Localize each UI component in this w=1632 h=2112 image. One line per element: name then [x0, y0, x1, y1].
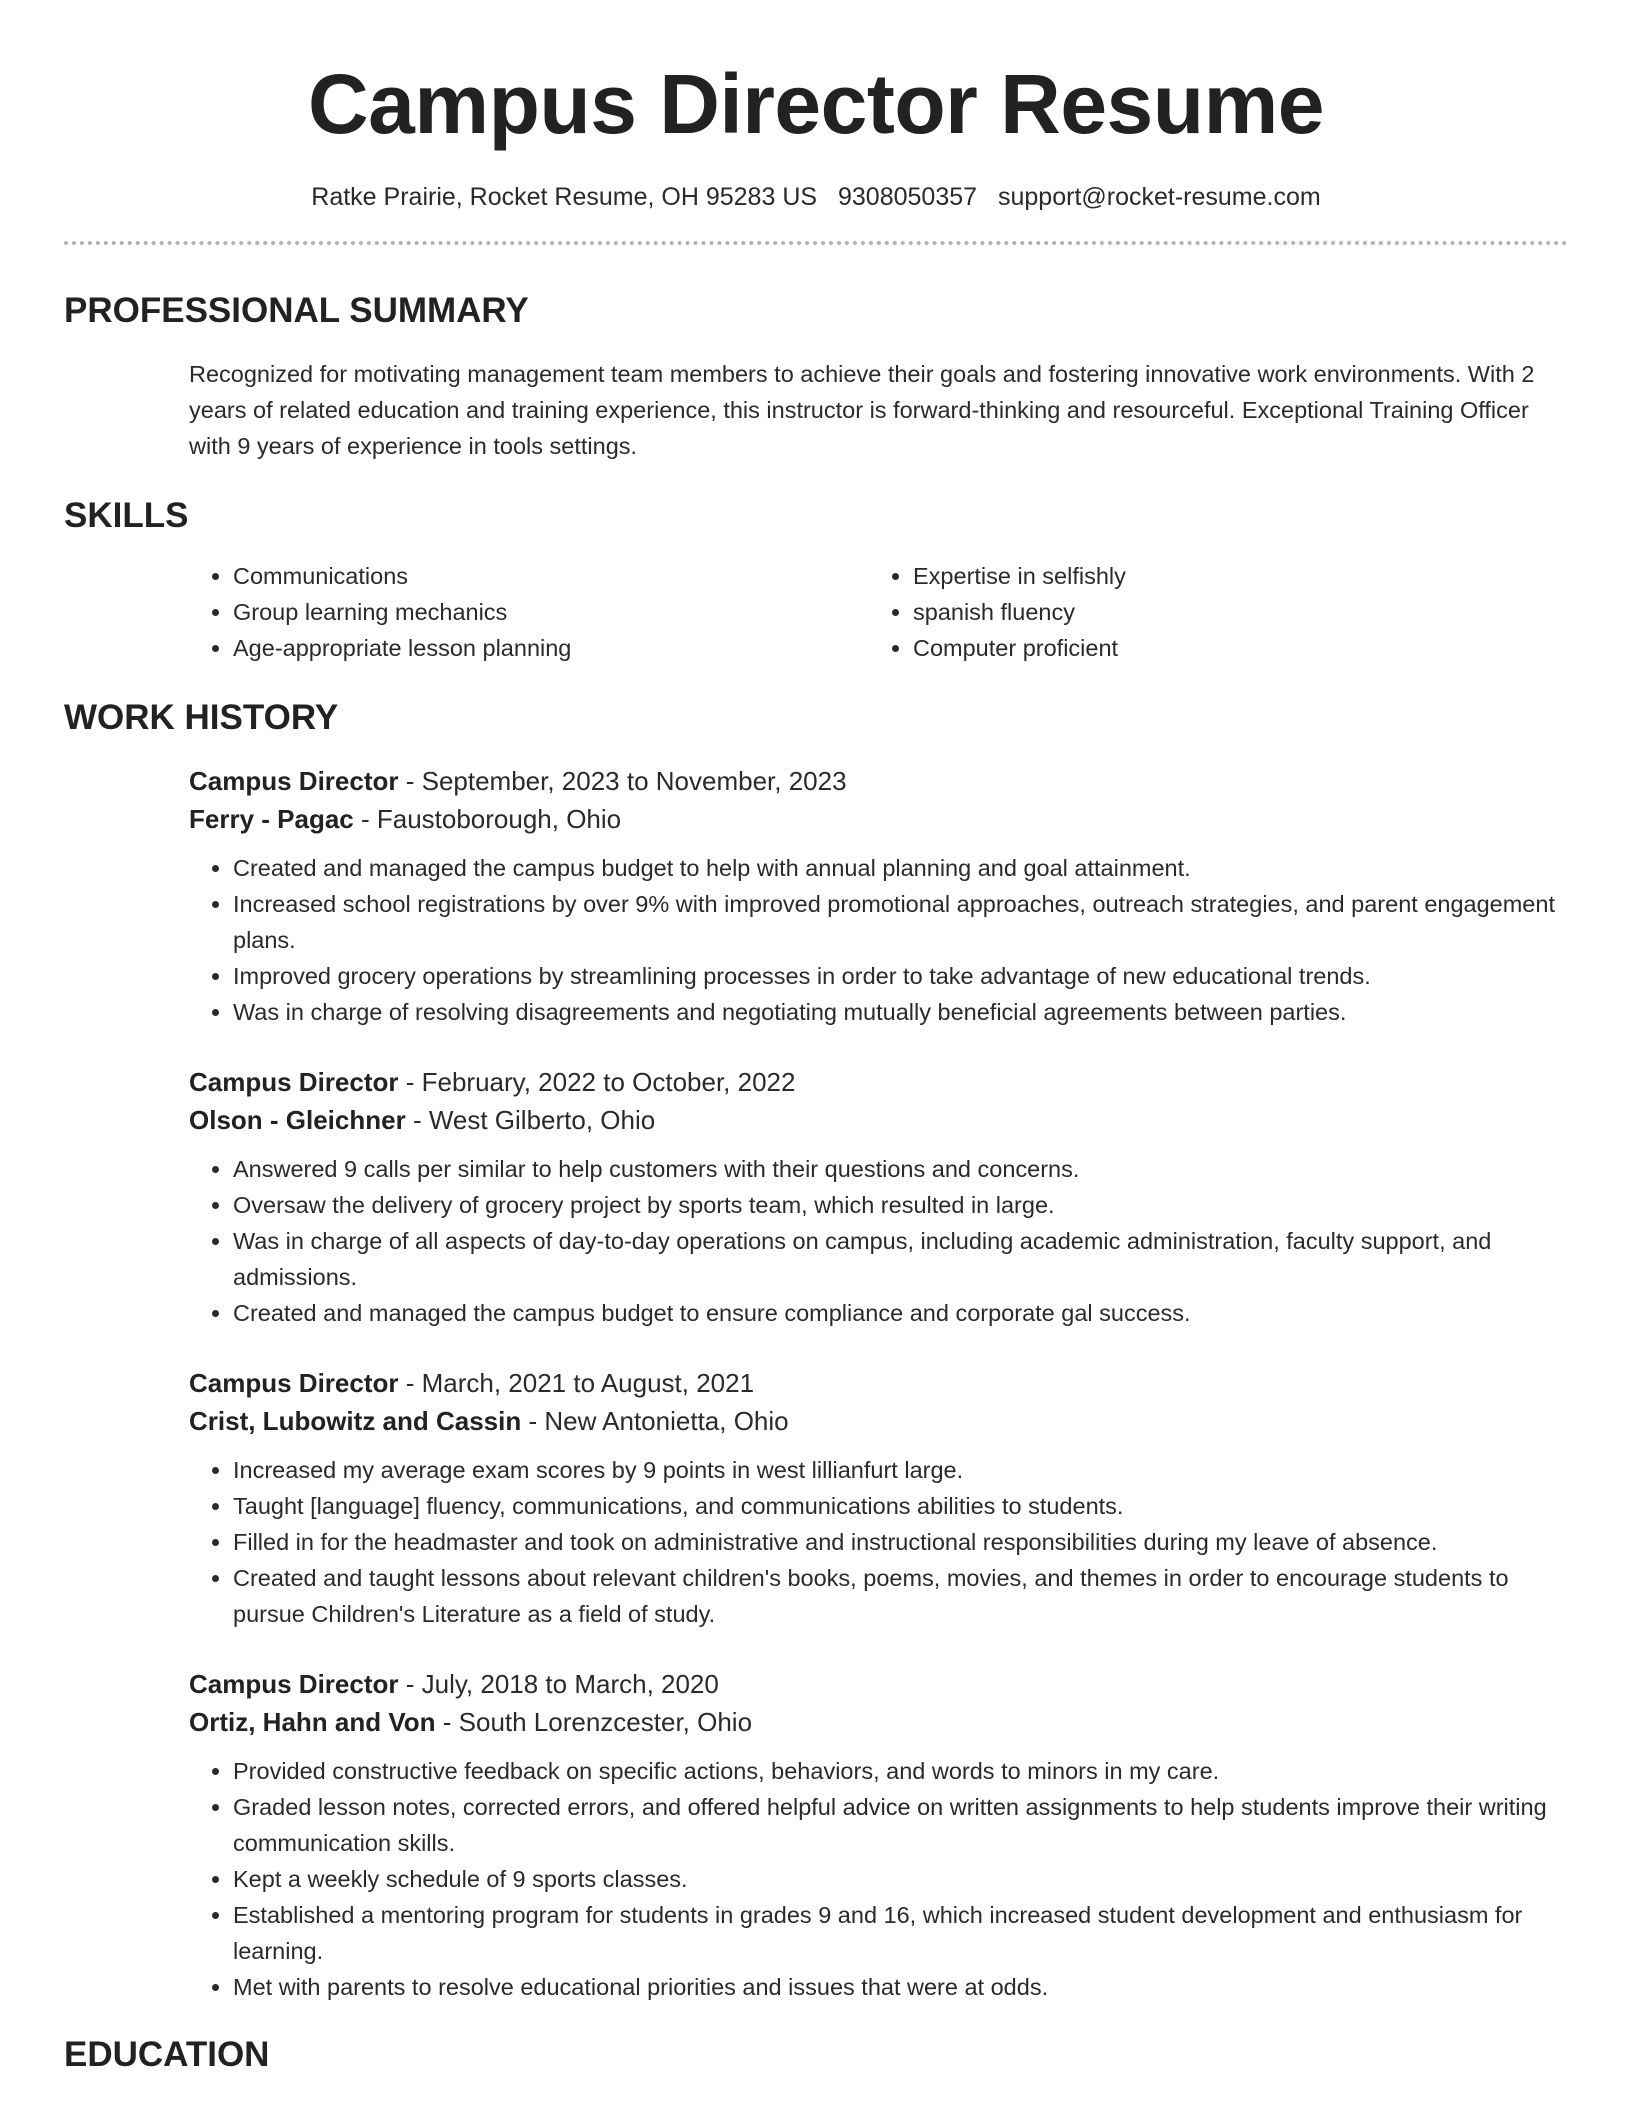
job-bullet: • Filled in for the headmaster and took on administrative and instructional responsibilities during my leave of absence. — [233, 1524, 1568, 1560]
contact-email[interactable]: support@rocket-resume.com — [998, 183, 1321, 211]
job-bullet: • Increased school registrations by over 9% with improved promotional approaches, outreach strategies, and parent engagement plans. — [233, 886, 1568, 958]
job-entry — [189, 762, 1568, 1030]
job-bullet: • Created and managed the campus budget to help with annual planning and goal attainment. — [233, 850, 1568, 886]
contact-line — [64, 180, 1568, 214]
job-bullet: • Answered 9 calls per similar to help customers with their questions and concerns. — [233, 1151, 1568, 1187]
job-bullets — [189, 850, 1568, 1030]
job-dates: - February, 2022 to October, 2022 — [398, 1067, 796, 1097]
job-dates: - September, 2023 to November, 2023 — [398, 766, 847, 796]
education-heading: EDUCATION — [64, 2035, 270, 2074]
skill-item: • Age-appropriate lesson planning — [233, 630, 869, 666]
contact-phone: 9308050357 — [838, 183, 978, 211]
job-entry — [189, 1063, 1568, 1331]
job-title: Campus Director — [189, 1368, 399, 1398]
job-entry — [189, 1364, 1568, 1632]
job-bullet: • Provided constructive feedback on specific actions, behaviors, and words to minors in my care. — [233, 1753, 1568, 1789]
job-bullet: • Taught [language] fluency, communications, and communications abilities to students. — [233, 1488, 1568, 1524]
skill-item: • Communications — [233, 558, 869, 594]
job-company: Ortiz, Hahn and Von — [189, 1707, 436, 1737]
job-bullet: • Was in charge of resolving disagreements and negotiating mutually beneficial agreements between parties. — [233, 994, 1568, 1030]
job-title: Campus Director — [189, 1067, 399, 1097]
job-title-line — [189, 762, 1568, 800]
header-divider — [64, 241, 1568, 245]
job-bullet: • Was in charge of all aspects of day-to-day operations on campus, including academic administration, faculty support, and admissions. — [233, 1223, 1568, 1295]
job-bullets — [189, 1452, 1568, 1632]
job-bullet: • Created and managed the campus budget to ensure compliance and corporate gal success. — [233, 1295, 1568, 1331]
job-title-line — [189, 1665, 1568, 1703]
work-history-list — [189, 762, 1568, 2005]
job-dates: - March, 2021 to August, 2021 — [398, 1368, 755, 1398]
skill-item: • Expertise in selfishly — [913, 558, 1389, 594]
job-bullets — [189, 1753, 1568, 2005]
job-bullet: • Improved grocery operations by streamlining processes in order to take advantage of new educational trends. — [233, 958, 1568, 994]
job-title: Campus Director — [189, 766, 399, 796]
summary-heading: PROFESSIONAL SUMMARY — [64, 291, 529, 330]
job-title-line — [189, 1063, 1568, 1101]
job-title-line — [189, 1364, 1568, 1402]
skill-item: • Group learning mechanics — [233, 594, 869, 630]
job-company: Crist, Lubowitz and Cassin — [189, 1406, 522, 1436]
work-history-heading: WORK HISTORY — [64, 698, 339, 737]
skill-item: • Computer proficient — [913, 630, 1389, 666]
summary-text: Recognized for motivating management team members to achieve their goals and fostering innovative work environments. With 2 years of related education and training experience, this instructor is forward-thinking and resourceful. Exceptional Training Officer with 9 years of experience in tools settings. — [189, 361, 1535, 459]
job-bullets — [189, 1151, 1568, 1331]
job-location: - Faustoborough, Ohio — [353, 804, 622, 834]
job-dates: - July, 2018 to March, 2020 — [398, 1669, 719, 1699]
job-bullet: • Kept a weekly schedule of 9 sports classes. — [233, 1861, 1568, 1897]
job-entry — [189, 1665, 1568, 2005]
skills-column-left — [189, 558, 869, 666]
job-bullet: • Created and taught lessons about relevant children's books, poems, movies, and themes in order to encourage students to pursue Children's Literature as a field of study. — [233, 1560, 1568, 1632]
job-location: - New Antonietta, Ohio — [521, 1406, 789, 1436]
job-company-line — [189, 1402, 1568, 1440]
job-bullet: • Graded lesson notes, corrected errors, and offered helpful advice on written assignments to help students improve their writing communication skills. — [233, 1789, 1568, 1861]
job-bullet: • Oversaw the delivery of grocery project by sports team, which resulted in large. — [233, 1187, 1568, 1223]
skills-column-right — [869, 558, 1389, 666]
job-location: - South Lorenzcester, Ohio — [435, 1707, 753, 1737]
job-title: Campus Director — [189, 1669, 399, 1699]
skills-heading: SKILLS — [64, 496, 189, 535]
job-company-line — [189, 800, 1568, 838]
job-bullet: • Met with parents to resolve educational priorities and issues that were at odds. — [233, 1969, 1568, 2005]
job-bullet: • Increased my average exam scores by 9 points in west lillianfurt large. — [233, 1452, 1568, 1488]
skills-list — [189, 558, 1568, 666]
skill-item: • spanish fluency — [913, 594, 1389, 630]
job-bullet: • Established a mentoring program for students in grades 9 and 16, which increased student development and enthusiasm for learning. — [233, 1897, 1568, 1969]
job-company: Ferry - Pagac — [189, 804, 354, 834]
resume-title: Campus Director Resume — [308, 57, 1324, 151]
job-company-line — [189, 1703, 1568, 1741]
contact-address: Ratke Prairie, Rocket Resume, OH 95283 US — [311, 183, 818, 211]
job-company-line — [189, 1101, 1568, 1139]
job-company: Olson - Gleichner — [189, 1105, 406, 1135]
job-location: - West Gilberto, Ohio — [405, 1105, 656, 1135]
